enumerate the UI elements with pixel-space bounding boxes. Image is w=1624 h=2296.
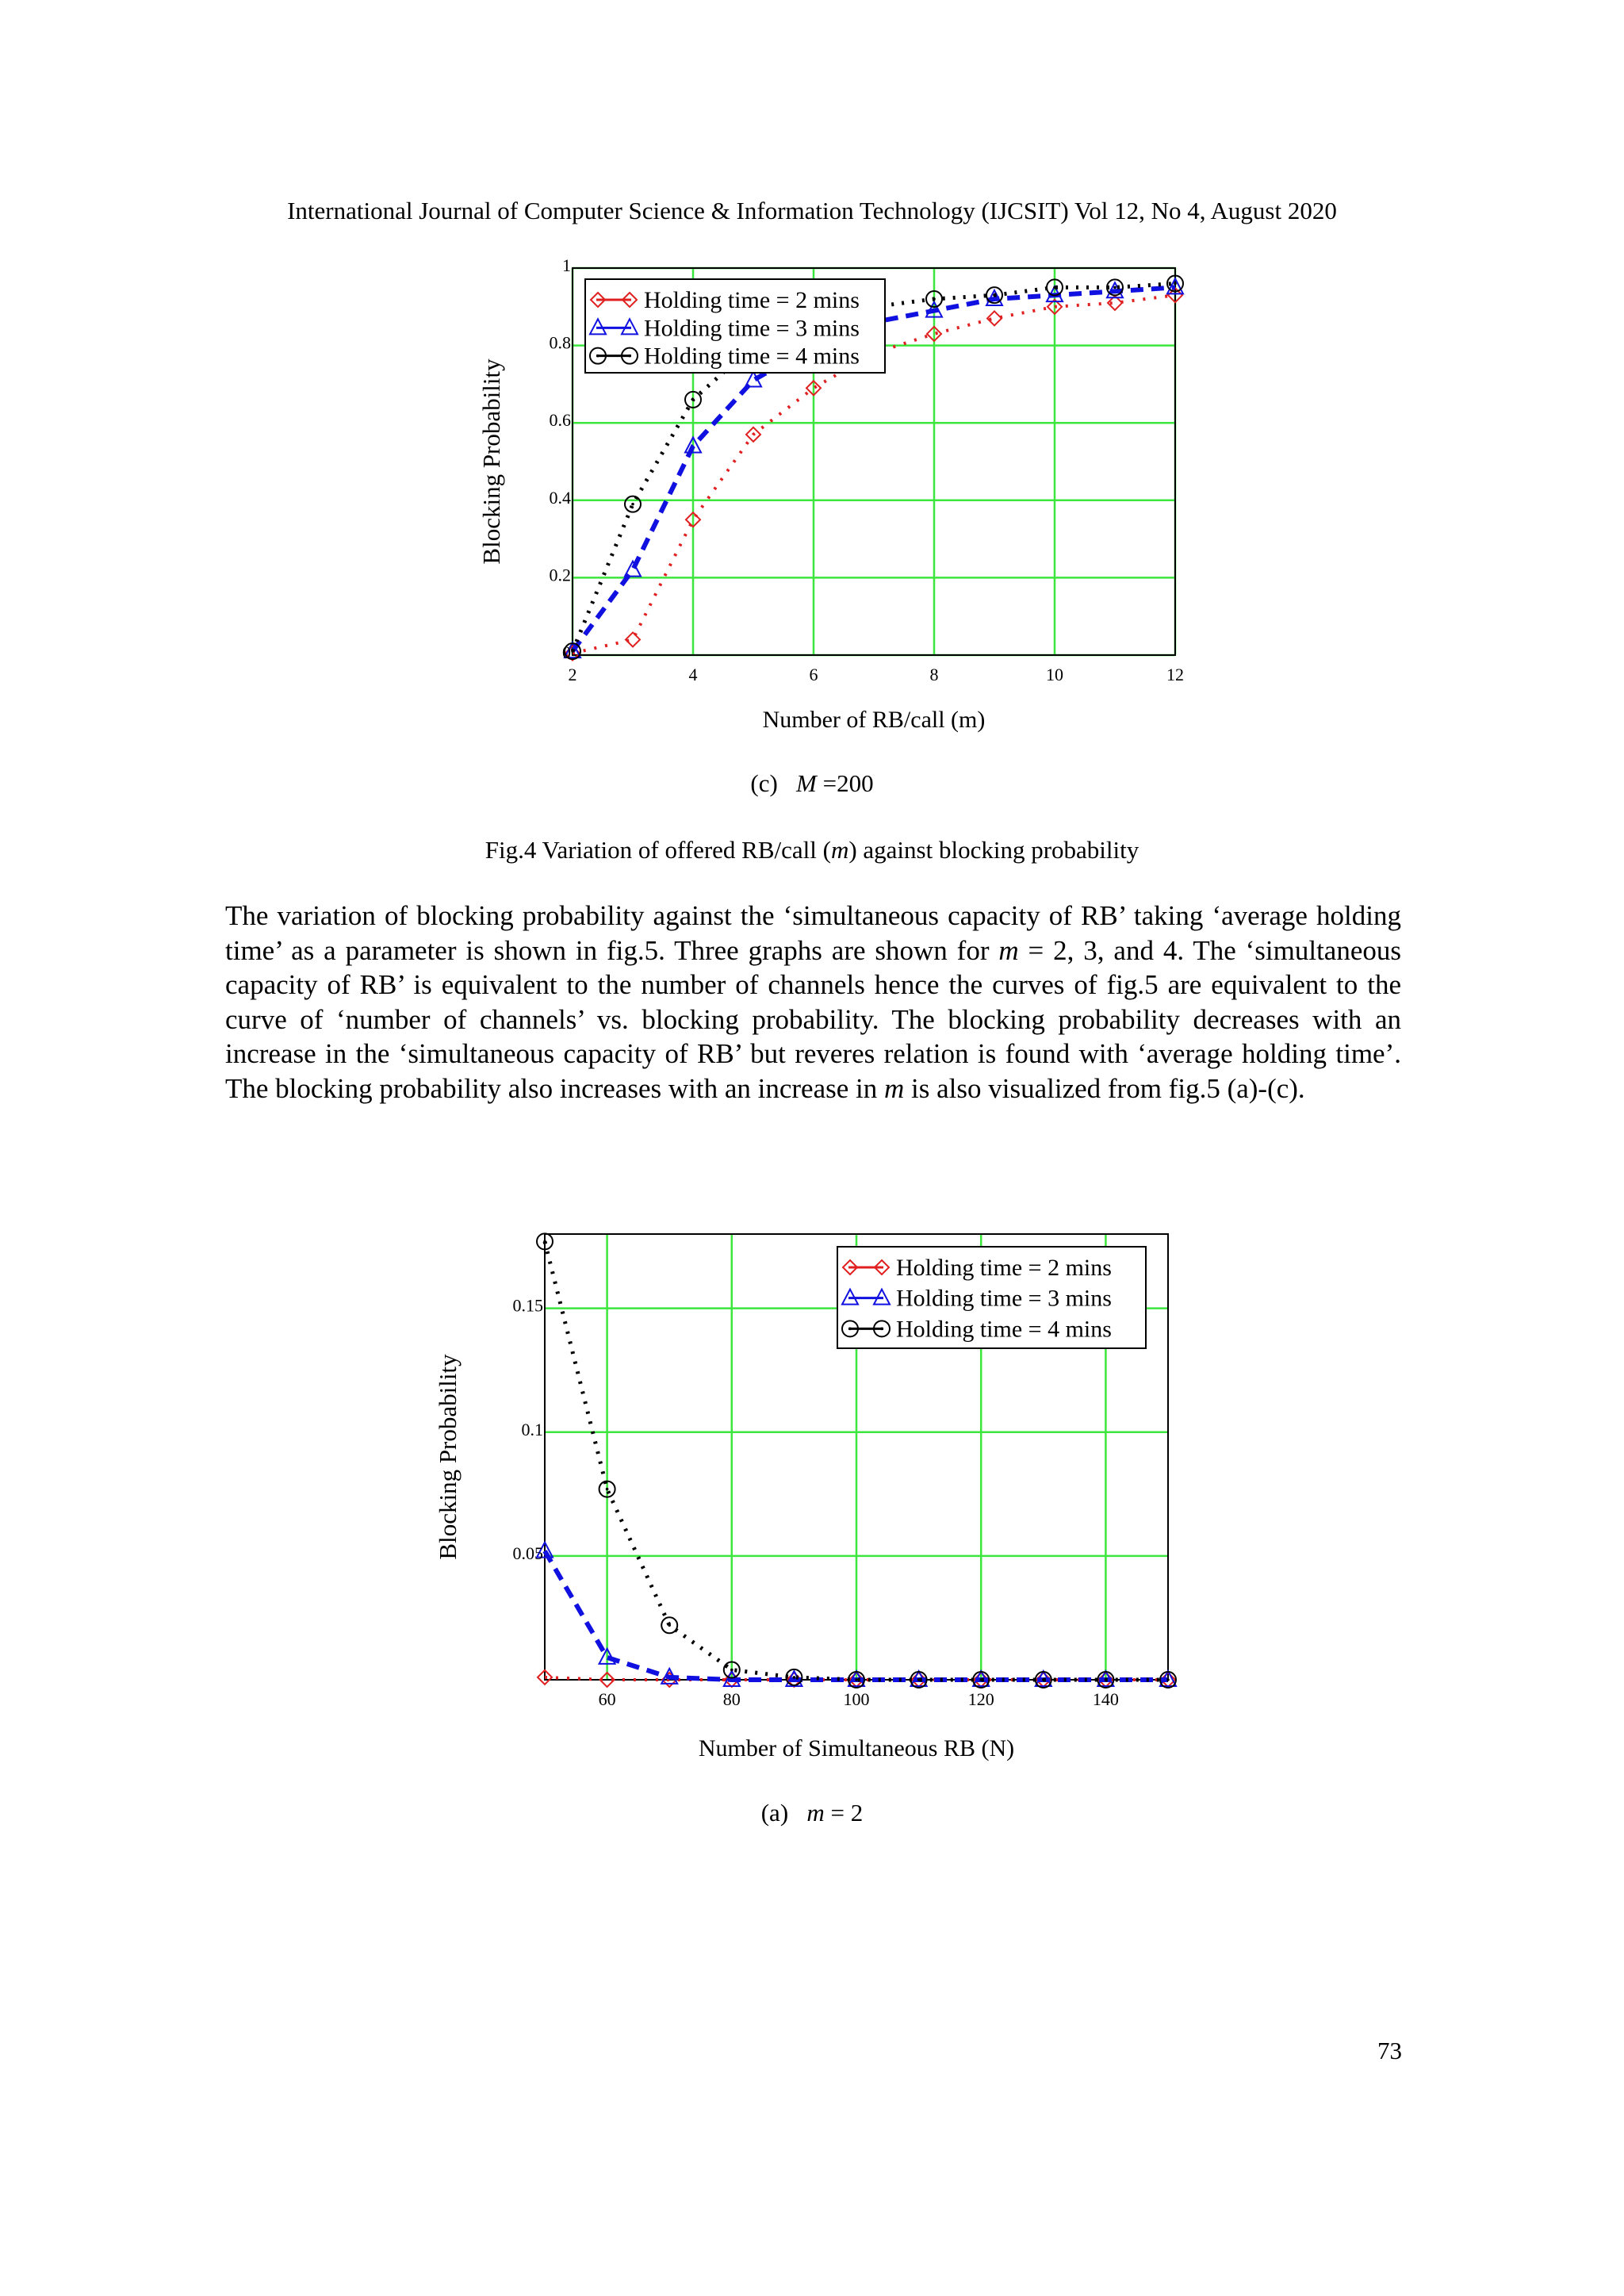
body-paragraph: The variation of blocking probability against the ‘simultaneous capacity of RB’ taking ‘average holding time’ as a parameter is shown in fig.5. Three graphs are shown for m = 2, 3, and 4. The ‘simultaneous capacity of RB’ is equivalent to the number of channels hence the curves of fig.5 are equivalent to the curve of ‘number of channels’ vs. blocking probability. The blocking probability decreases with an increase in the ‘simultaneous capacity of RB’ but reveres relation is found with ‘average holding time’. The blocking probability also increases with an increase in m is also visualized from fig.5 (a)-(c).: [225, 900, 1401, 1104]
y-tick-label: 0.15: [512, 1295, 543, 1316]
data-point-circle-dot: [917, 1678, 921, 1681]
legend-marker-dot: [880, 1328, 883, 1331]
x-tick-label: 4: [688, 665, 698, 684]
chart1-y-axis-label: Blocking Probability: [477, 358, 505, 565]
y-tick-label: 0.8: [549, 332, 571, 353]
data-point-circle-dot: [1166, 1678, 1170, 1681]
chart2-y-axis-label: Blocking Probability: [434, 1354, 462, 1560]
x-tick-label: 8: [929, 665, 939, 684]
y-tick-label: 0.1: [521, 1419, 543, 1439]
data-point-circle-dot: [606, 1488, 609, 1491]
data-point-circle-dot: [1105, 1678, 1108, 1681]
legend-entry-label: Holding time = 3 mins: [896, 1285, 1112, 1312]
y-tick-label: 0.2: [549, 565, 571, 585]
running-header: International Journal of Computer Science & Information Technology (IJCSIT) Vol 12, No 4, August 2020: [287, 197, 1337, 224]
legend-entry-label: Holding time = 3 mins: [644, 315, 860, 342]
x-tick-label: 100: [843, 1689, 870, 1709]
y-tick-label: 0.4: [549, 487, 571, 508]
y-tick-label: 0.6: [549, 410, 571, 431]
chart2-x-axis-label: Number of Simultaneous RB (N): [698, 1735, 1015, 1761]
x-tick-label: 6: [809, 665, 818, 684]
data-point-circle-dot: [668, 1624, 671, 1627]
data-point-circle-dot: [855, 1678, 858, 1681]
y-tick-label: 0.05: [512, 1543, 543, 1563]
data-point-circle-dot: [730, 1669, 733, 1672]
x-tick-label: 60: [598, 1689, 616, 1709]
legend-entry-label: Holding time = 4 mins: [896, 1316, 1112, 1343]
data-point-circle-dot: [543, 1240, 546, 1244]
data-point-circle-dot: [979, 1678, 982, 1681]
x-tick-label: 120: [967, 1689, 994, 1709]
figure-c-sublabel: (c) M =200: [750, 769, 874, 797]
x-tick-label: 10: [1046, 665, 1063, 684]
legend-entry-label: Holding time = 2 mins: [644, 287, 860, 313]
legend-entry-label: Holding time = 2 mins: [896, 1255, 1112, 1281]
x-tick-label: 80: [722, 1689, 741, 1709]
figure-a-sublabel: (a) m = 2: [760, 1799, 864, 1826]
data-point-circle-dot: [1042, 1678, 1045, 1681]
x-tick-label: 140: [1092, 1689, 1119, 1709]
legend-entry-label: Holding time = 4 mins: [644, 343, 860, 370]
chart1-x-axis-label: Number of RB/call (m): [762, 707, 986, 733]
chart2-legend: [837, 1247, 1146, 1348]
y-tick-label: 0: [562, 642, 571, 662]
legend-marker-dot: [848, 1328, 852, 1331]
x-tick-label: 2: [568, 665, 577, 684]
page-number: 73: [1377, 2037, 1402, 2064]
data-point-circle-dot: [793, 1676, 796, 1679]
x-tick-label: 12: [1166, 665, 1184, 684]
y-tick-label: 1: [562, 255, 571, 275]
figure-4-caption: Fig.4 Variation of offered RB/call (m) against blocking probability: [485, 836, 1139, 864]
